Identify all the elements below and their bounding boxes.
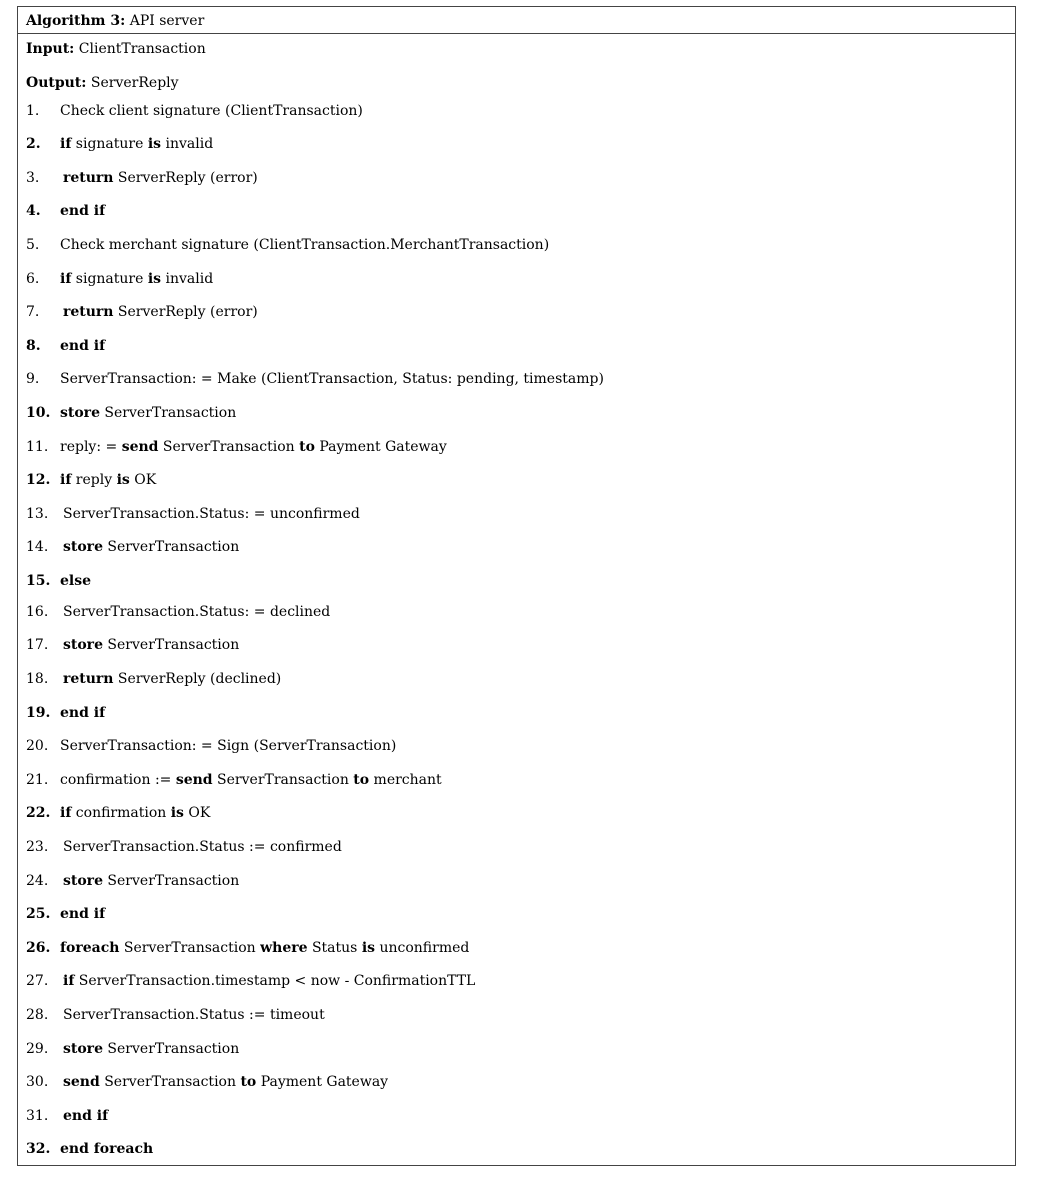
keyword: return xyxy=(63,170,114,186)
line-number: 9. xyxy=(26,371,40,387)
code-text: merchant xyxy=(369,772,442,788)
output-line xyxy=(26,75,179,92)
code-text: ServerReply (declined) xyxy=(113,671,282,687)
code-text: ServerTransaction xyxy=(99,1074,241,1090)
line-number: 20. xyxy=(26,738,49,754)
algorithm-line-24 xyxy=(26,873,239,890)
code-text: invalid xyxy=(161,271,214,287)
keyword: to xyxy=(353,772,370,788)
code-text: ServerTransaction xyxy=(102,539,240,555)
algorithm-line-17 xyxy=(26,637,239,654)
line-code xyxy=(60,203,105,219)
algorithm-line-11 xyxy=(26,439,447,456)
keyword: else xyxy=(60,573,92,589)
keyword: if xyxy=(63,973,75,989)
algorithm-title xyxy=(26,13,204,30)
line-code xyxy=(60,405,236,421)
line-number: 18. xyxy=(26,671,49,687)
line-code xyxy=(60,738,396,754)
code-text: ServerTransaction xyxy=(99,405,237,421)
keyword: is xyxy=(170,805,184,821)
keyword: send xyxy=(175,772,213,788)
algorithm-line-22 xyxy=(26,805,210,822)
algorithm-line-13 xyxy=(26,506,360,523)
algorithm-line-9 xyxy=(26,371,604,388)
keyword: if xyxy=(60,472,72,488)
algorithm-number: Algorithm 3: xyxy=(26,13,126,29)
line-number: 5. xyxy=(26,237,40,253)
line-number: 11. xyxy=(26,439,49,455)
algorithm-header xyxy=(18,7,1015,34)
line-code xyxy=(60,1007,325,1023)
code-text: OK xyxy=(129,472,157,488)
algorithm-line-5 xyxy=(26,237,549,254)
line-code xyxy=(60,304,258,320)
keyword: is xyxy=(116,472,130,488)
algorithm-line-32 xyxy=(26,1141,153,1158)
keyword: if xyxy=(60,271,72,287)
code-text: confirmation := xyxy=(60,772,176,788)
keyword: return xyxy=(63,671,114,687)
line-code xyxy=(60,973,475,989)
keyword: store xyxy=(63,873,103,889)
keyword: where xyxy=(260,940,308,956)
output-label: Output: xyxy=(26,75,87,91)
keyword: end if xyxy=(60,906,106,922)
algorithm-line-30 xyxy=(26,1074,388,1091)
line-code xyxy=(60,237,549,253)
keyword: send xyxy=(121,439,159,455)
line-number: 1. xyxy=(26,103,40,119)
code-text: ServerTransaction: = Sign (ServerTransaction) xyxy=(60,738,397,754)
code-text: ServerTransaction xyxy=(158,439,300,455)
keyword: if xyxy=(60,805,72,821)
line-code xyxy=(60,472,156,488)
algorithm-line-6 xyxy=(26,271,213,288)
line-code xyxy=(60,103,363,119)
algorithm-line-31 xyxy=(26,1108,108,1125)
keyword: end foreach xyxy=(60,1141,154,1157)
code-text: OK xyxy=(183,805,211,821)
line-code xyxy=(60,1141,153,1157)
line-code xyxy=(60,170,258,186)
algorithm-line-18 xyxy=(26,671,281,688)
line-number: 8. xyxy=(26,338,41,354)
line-number: 17. xyxy=(26,637,49,653)
keyword: store xyxy=(63,637,103,653)
code-text: ServerTransaction xyxy=(102,1041,240,1057)
code-text: ServerTransaction xyxy=(102,637,240,653)
algorithm-line-16 xyxy=(26,604,330,621)
line-number: 31. xyxy=(26,1108,49,1124)
code-text: signature xyxy=(71,136,148,152)
line-number: 27. xyxy=(26,973,49,989)
code-text: unconfirmed xyxy=(375,940,470,956)
line-number: 12. xyxy=(26,472,51,488)
line-code xyxy=(60,136,213,152)
code-text: ServerTransaction.Status: = unconfirmed xyxy=(63,506,360,522)
code-text: Check client signature (ClientTransaction) xyxy=(60,103,363,119)
code-text: Payment Gateway xyxy=(314,439,447,455)
line-code xyxy=(60,705,105,721)
line-number: 29. xyxy=(26,1041,49,1057)
algorithm-line-28 xyxy=(26,1007,325,1024)
line-number: 19. xyxy=(26,705,51,721)
code-text: ServerTransaction xyxy=(102,873,240,889)
line-code xyxy=(60,573,91,589)
keyword: return xyxy=(63,304,114,320)
line-code xyxy=(60,604,330,620)
algorithm-line-4 xyxy=(26,203,105,220)
line-number: 3. xyxy=(26,170,40,186)
keyword: store xyxy=(63,1041,103,1057)
line-number: 25. xyxy=(26,906,51,922)
line-code xyxy=(60,637,239,653)
line-number: 7. xyxy=(26,304,40,320)
line-number: 21. xyxy=(26,772,49,788)
keyword: send xyxy=(63,1074,100,1090)
keyword: is xyxy=(147,271,162,287)
algorithm-line-20 xyxy=(26,738,396,755)
line-number: 22. xyxy=(26,805,51,821)
line-code xyxy=(60,1041,239,1057)
algorithm-line-19 xyxy=(26,705,105,722)
line-number: 32. xyxy=(26,1141,51,1157)
algorithm-line-27 xyxy=(26,973,475,990)
line-number: 23. xyxy=(26,839,49,855)
algorithm-line-2 xyxy=(26,136,213,153)
line-number: 24. xyxy=(26,873,49,889)
line-code xyxy=(60,772,442,788)
line-number: 26. xyxy=(26,940,51,956)
algorithm-line-14 xyxy=(26,539,239,556)
code-text: ServerTransaction.Status := confirmed xyxy=(63,839,342,855)
line-code xyxy=(60,1074,388,1090)
line-code xyxy=(60,338,105,354)
line-code xyxy=(60,506,360,522)
line-code xyxy=(60,1108,108,1124)
code-text: Check merchant signature (ClientTransaction.MerchantTransaction) xyxy=(60,237,550,253)
algorithm-line-23 xyxy=(26,839,342,856)
algorithm-line-25 xyxy=(26,906,105,923)
algorithm-line-26 xyxy=(26,940,469,957)
code-text: ServerTransaction.Status := timeout xyxy=(63,1007,325,1023)
line-code xyxy=(60,940,469,956)
line-number: 15. xyxy=(26,573,51,589)
keyword: to xyxy=(240,1074,257,1090)
line-number: 10. xyxy=(26,405,51,421)
algorithm-line-8 xyxy=(26,338,105,355)
keyword: is xyxy=(147,136,162,152)
algorithm-line-15 xyxy=(26,573,91,590)
code-text: ServerReply (error) xyxy=(113,304,258,320)
keyword: foreach xyxy=(60,940,120,956)
line-code xyxy=(60,371,604,387)
code-text: ServerReply (error) xyxy=(113,170,258,186)
line-code xyxy=(60,805,210,821)
keyword: end if xyxy=(60,338,106,354)
line-code xyxy=(60,439,447,455)
line-code xyxy=(60,271,213,287)
algorithm-name: API server xyxy=(129,13,205,29)
algorithm-box xyxy=(17,6,1016,1166)
keyword: is xyxy=(361,940,376,956)
code-text: ServerTransaction xyxy=(119,940,261,956)
keyword: store xyxy=(63,539,103,555)
line-code xyxy=(60,839,342,855)
code-text: ServerTransaction: = Make (ClientTransaction, Status: pending, timestamp) xyxy=(60,371,604,387)
line-code xyxy=(60,873,239,889)
code-text: reply xyxy=(71,472,117,488)
algorithm-line-10 xyxy=(26,405,236,422)
keyword: if xyxy=(60,136,72,152)
code-text: ServerTransaction.timestamp < now - ConfirmationTTL xyxy=(74,973,476,989)
code-text: ServerTransaction.Status: = declined xyxy=(63,604,331,620)
input-label: Input: xyxy=(26,41,75,57)
line-code xyxy=(60,539,239,555)
code-text: reply: = xyxy=(60,439,122,455)
keyword: end if xyxy=(63,1108,109,1124)
line-code xyxy=(60,671,281,687)
code-text: Status xyxy=(307,940,362,956)
line-number: 28. xyxy=(26,1007,49,1023)
line-number: 4. xyxy=(26,203,41,219)
keyword: store xyxy=(60,405,100,421)
keyword: to xyxy=(299,439,315,455)
algorithm-line-1 xyxy=(26,103,363,120)
code-text: Payment Gateway xyxy=(256,1074,389,1090)
line-number: 13. xyxy=(26,506,49,522)
line-number: 30. xyxy=(26,1074,49,1090)
keyword: end if xyxy=(60,705,106,721)
line-number: 14. xyxy=(26,539,49,555)
input-value: ClientTransaction xyxy=(78,41,206,57)
algorithm-line-29 xyxy=(26,1041,239,1058)
line-number: 2. xyxy=(26,136,41,152)
algorithm-line-3 xyxy=(26,170,258,187)
algorithm-line-12 xyxy=(26,472,156,489)
algorithm-line-21 xyxy=(26,772,442,789)
output-value: ServerReply xyxy=(90,75,179,91)
line-number: 16. xyxy=(26,604,49,620)
line-number: 6. xyxy=(26,271,40,287)
keyword: end if xyxy=(60,203,106,219)
code-text: ServerTransaction xyxy=(212,772,354,788)
line-code xyxy=(60,906,105,922)
code-text: signature xyxy=(71,271,148,287)
code-text: invalid xyxy=(161,136,214,152)
algorithm-line-7 xyxy=(26,304,258,321)
code-text: confirmation xyxy=(71,805,171,821)
input-line xyxy=(26,41,206,58)
